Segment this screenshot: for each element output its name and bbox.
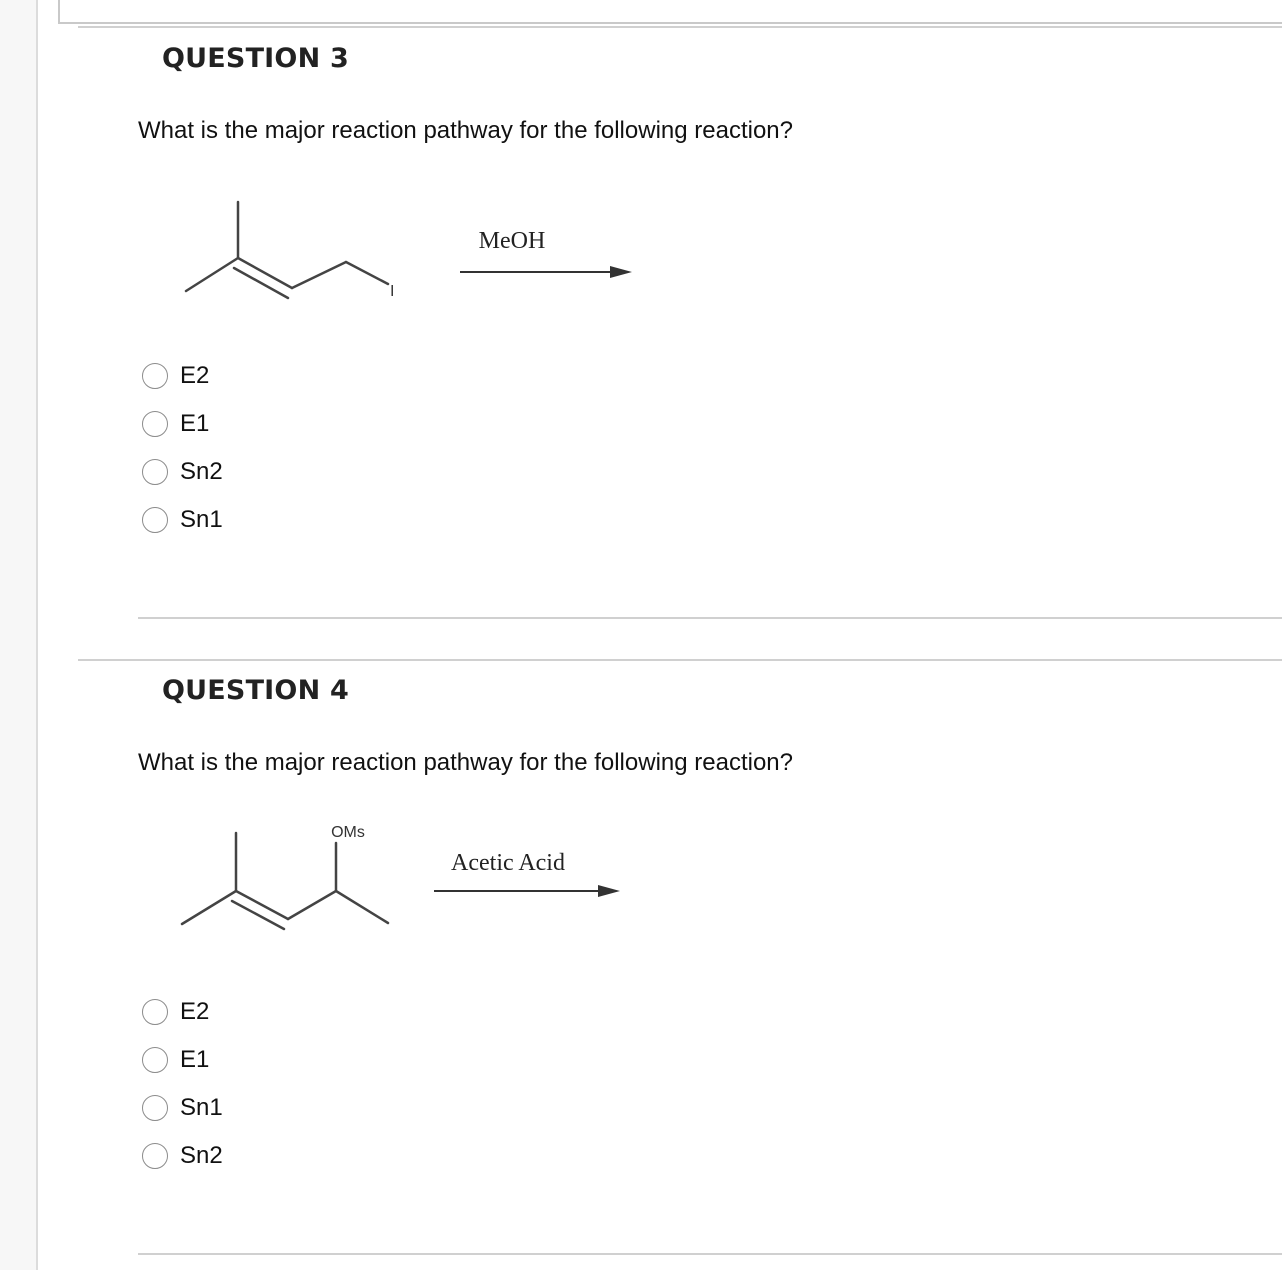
left-gutter bbox=[0, 0, 38, 1270]
radio-button[interactable] bbox=[142, 459, 168, 485]
radio-button[interactable] bbox=[142, 411, 168, 437]
answer-options bbox=[142, 352, 223, 544]
answer-divider bbox=[138, 1253, 1282, 1255]
radio-button[interactable] bbox=[142, 1143, 168, 1169]
radio-button[interactable] bbox=[142, 1047, 168, 1073]
question-prompt: What is the major reaction pathway for the following reaction? bbox=[138, 749, 793, 776]
option-sn2[interactable] bbox=[142, 1132, 223, 1180]
reagent-label: Acetic Acid bbox=[451, 850, 565, 876]
option-label: Sn1 bbox=[180, 1094, 223, 1121]
radio-button[interactable] bbox=[142, 507, 168, 533]
radio-button[interactable] bbox=[142, 1095, 168, 1121]
option-sn1[interactable] bbox=[142, 1084, 223, 1132]
question-prompt: What is the major reaction pathway for the following reaction? bbox=[138, 117, 793, 144]
reaction-scheme-q4 bbox=[150, 815, 670, 940]
reaction-scheme-q3 bbox=[150, 190, 670, 310]
mesylate-substituent-label: OMs bbox=[331, 824, 365, 841]
option-label: E2 bbox=[180, 362, 210, 389]
option-e1[interactable] bbox=[142, 400, 223, 448]
radio-button[interactable] bbox=[142, 999, 168, 1025]
radio-button[interactable] bbox=[142, 363, 168, 389]
option-label: Sn2 bbox=[180, 1142, 223, 1169]
reagent-label: MeOH bbox=[478, 228, 546, 254]
answer-divider bbox=[138, 617, 1282, 619]
answer-options bbox=[142, 988, 223, 1180]
option-label: E1 bbox=[180, 410, 210, 437]
option-label: E2 bbox=[180, 998, 210, 1025]
question-title: QUESTION 3 bbox=[162, 43, 349, 74]
allyl-iodide-structure bbox=[186, 202, 388, 298]
iodo-substituent-label: I bbox=[390, 283, 395, 300]
option-label: E1 bbox=[180, 1046, 210, 1073]
question-title: QUESTION 4 bbox=[162, 675, 349, 706]
option-sn2[interactable] bbox=[142, 448, 223, 496]
option-e1[interactable] bbox=[142, 1036, 223, 1084]
option-label: Sn1 bbox=[180, 506, 223, 533]
option-e2[interactable] bbox=[142, 988, 223, 1036]
option-sn1[interactable] bbox=[142, 496, 223, 544]
question-divider bbox=[78, 659, 1282, 661]
arrow-head bbox=[598, 885, 620, 897]
previous-answer-box bbox=[58, 0, 1282, 24]
allyl-mesylate-structure bbox=[182, 833, 388, 929]
option-e2[interactable] bbox=[142, 352, 223, 400]
option-label: Sn2 bbox=[180, 458, 223, 485]
question-divider bbox=[78, 26, 1282, 28]
arrow-head bbox=[610, 266, 632, 278]
